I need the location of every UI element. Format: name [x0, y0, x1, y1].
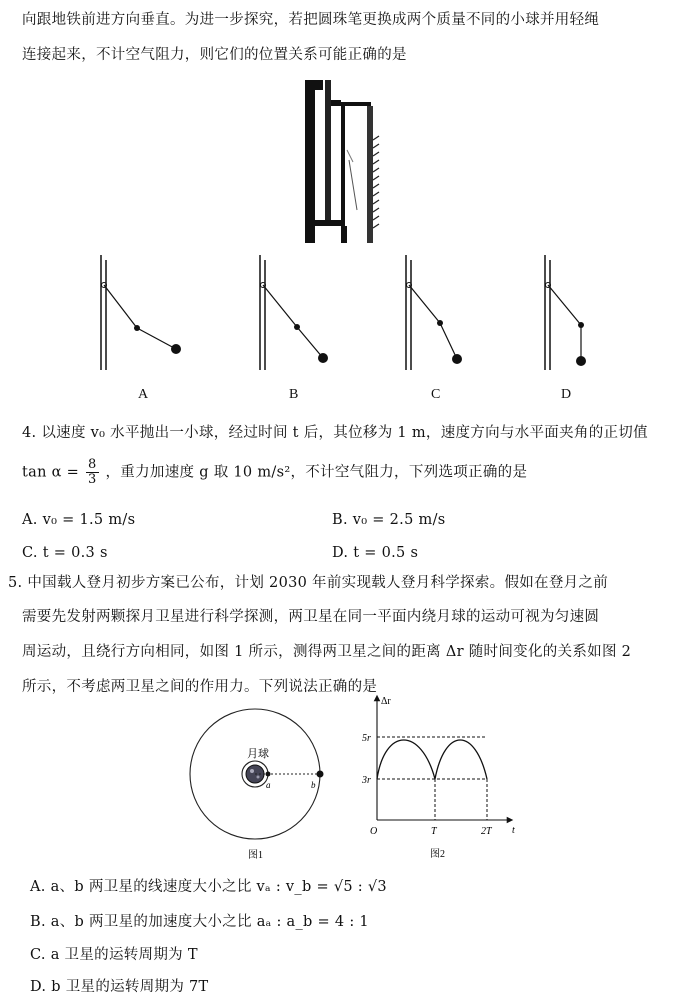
q5-option-c: C. a 卫星的运转周期为 T	[30, 947, 198, 963]
option-d-figure	[545, 255, 586, 370]
figure-2-caption: 图2	[430, 849, 445, 860]
q4-line-1: 4. 以速度 v₀ 水平抛出一小球，经过时间 t 后，其位移为 1 m，速度方向与水平面夹角的正切值	[22, 425, 648, 441]
q3-options-figure	[90, 255, 610, 405]
moon-label: 月球	[247, 748, 269, 760]
x-tick-2T: 2T	[481, 826, 492, 837]
q5-line-1: 5. 中国载人登月初步方案已公布，计划 2030 年前实现载人登月科学探索。假如在登月之前	[8, 575, 609, 591]
figure-1-orbits	[185, 708, 335, 863]
fraction-numerator: 8	[88, 457, 97, 472]
q4-line-2-rest: ，重力加速度 g 取 10 m/s²，不计空气阻力，下列选项正确的是	[105, 464, 528, 481]
x-tick-T: T	[431, 826, 437, 837]
q5-line-3: 周运动，且绕行方向相同，如图 1 所示，测得两卫星之间的距离 Δr 随时间变化的关系如图 2	[22, 644, 632, 660]
q4-line-2	[22, 458, 527, 498]
q5-option-a: A. a、b 两卫星的线速度大小之比 vₐ : v_b = √5 : √3	[30, 879, 387, 895]
subway-photo	[303, 80, 383, 243]
q3-line-2: 连接起来，不计空气阻力，则它们的位置关系可能正确的是	[22, 47, 407, 63]
satellite-a	[266, 772, 271, 777]
y-axis-label: Δr	[381, 696, 391, 707]
fraction	[86, 458, 99, 487]
y-tick-5r: 5r	[362, 733, 371, 744]
q4-option-c: C. t = 0.3 s	[22, 545, 108, 561]
delta-r-curve	[377, 740, 487, 779]
x-axis-label: t	[512, 825, 515, 836]
option-a-label: A	[138, 387, 149, 402]
option-a-figure	[101, 255, 181, 370]
q5-line-4: 所示，不考虑两卫星之间的作用力。下列说法正确的是	[22, 679, 378, 695]
y-tick-3r: 3r	[362, 775, 371, 786]
q3-line-1: 向跟地铁前进方向垂直。为进一步探究，若把圆珠笔更换成两个质量不同的小球并用轻绳	[22, 12, 600, 28]
fraction-denominator: 3	[88, 472, 97, 487]
label-a: a	[266, 780, 271, 790]
option-c-figure	[406, 255, 462, 370]
x-tick-origin: O	[370, 826, 378, 837]
q5-option-b: B. a、b 两卫星的加速度大小之比 aₐ : a_b = 4 : 1	[30, 914, 369, 930]
tan-prefix: tan α =	[22, 464, 80, 481]
option-c-label: C	[431, 387, 441, 402]
figure-2-graph	[350, 690, 520, 860]
figure-1-caption: 图1	[248, 850, 263, 861]
label-b: b	[311, 780, 316, 790]
q5-option-d: D. b 卫星的运转周期为 7T	[30, 979, 209, 995]
option-b-label: B	[289, 387, 299, 402]
q4-option-a: A. v₀ = 1.5 m/s	[22, 512, 136, 528]
satellite-b	[317, 771, 324, 778]
q5-line-2: 需要先发射两颗探月卫星进行科学探测，两卫星在同一平面内绕月球的运动可视为匀速圆	[22, 609, 600, 625]
q4-option-b: B. v₀ = 2.5 m/s	[332, 512, 446, 528]
q4-option-d: D. t = 0.5 s	[332, 545, 419, 561]
option-d-label: D	[561, 387, 572, 402]
option-b-figure	[260, 255, 328, 370]
